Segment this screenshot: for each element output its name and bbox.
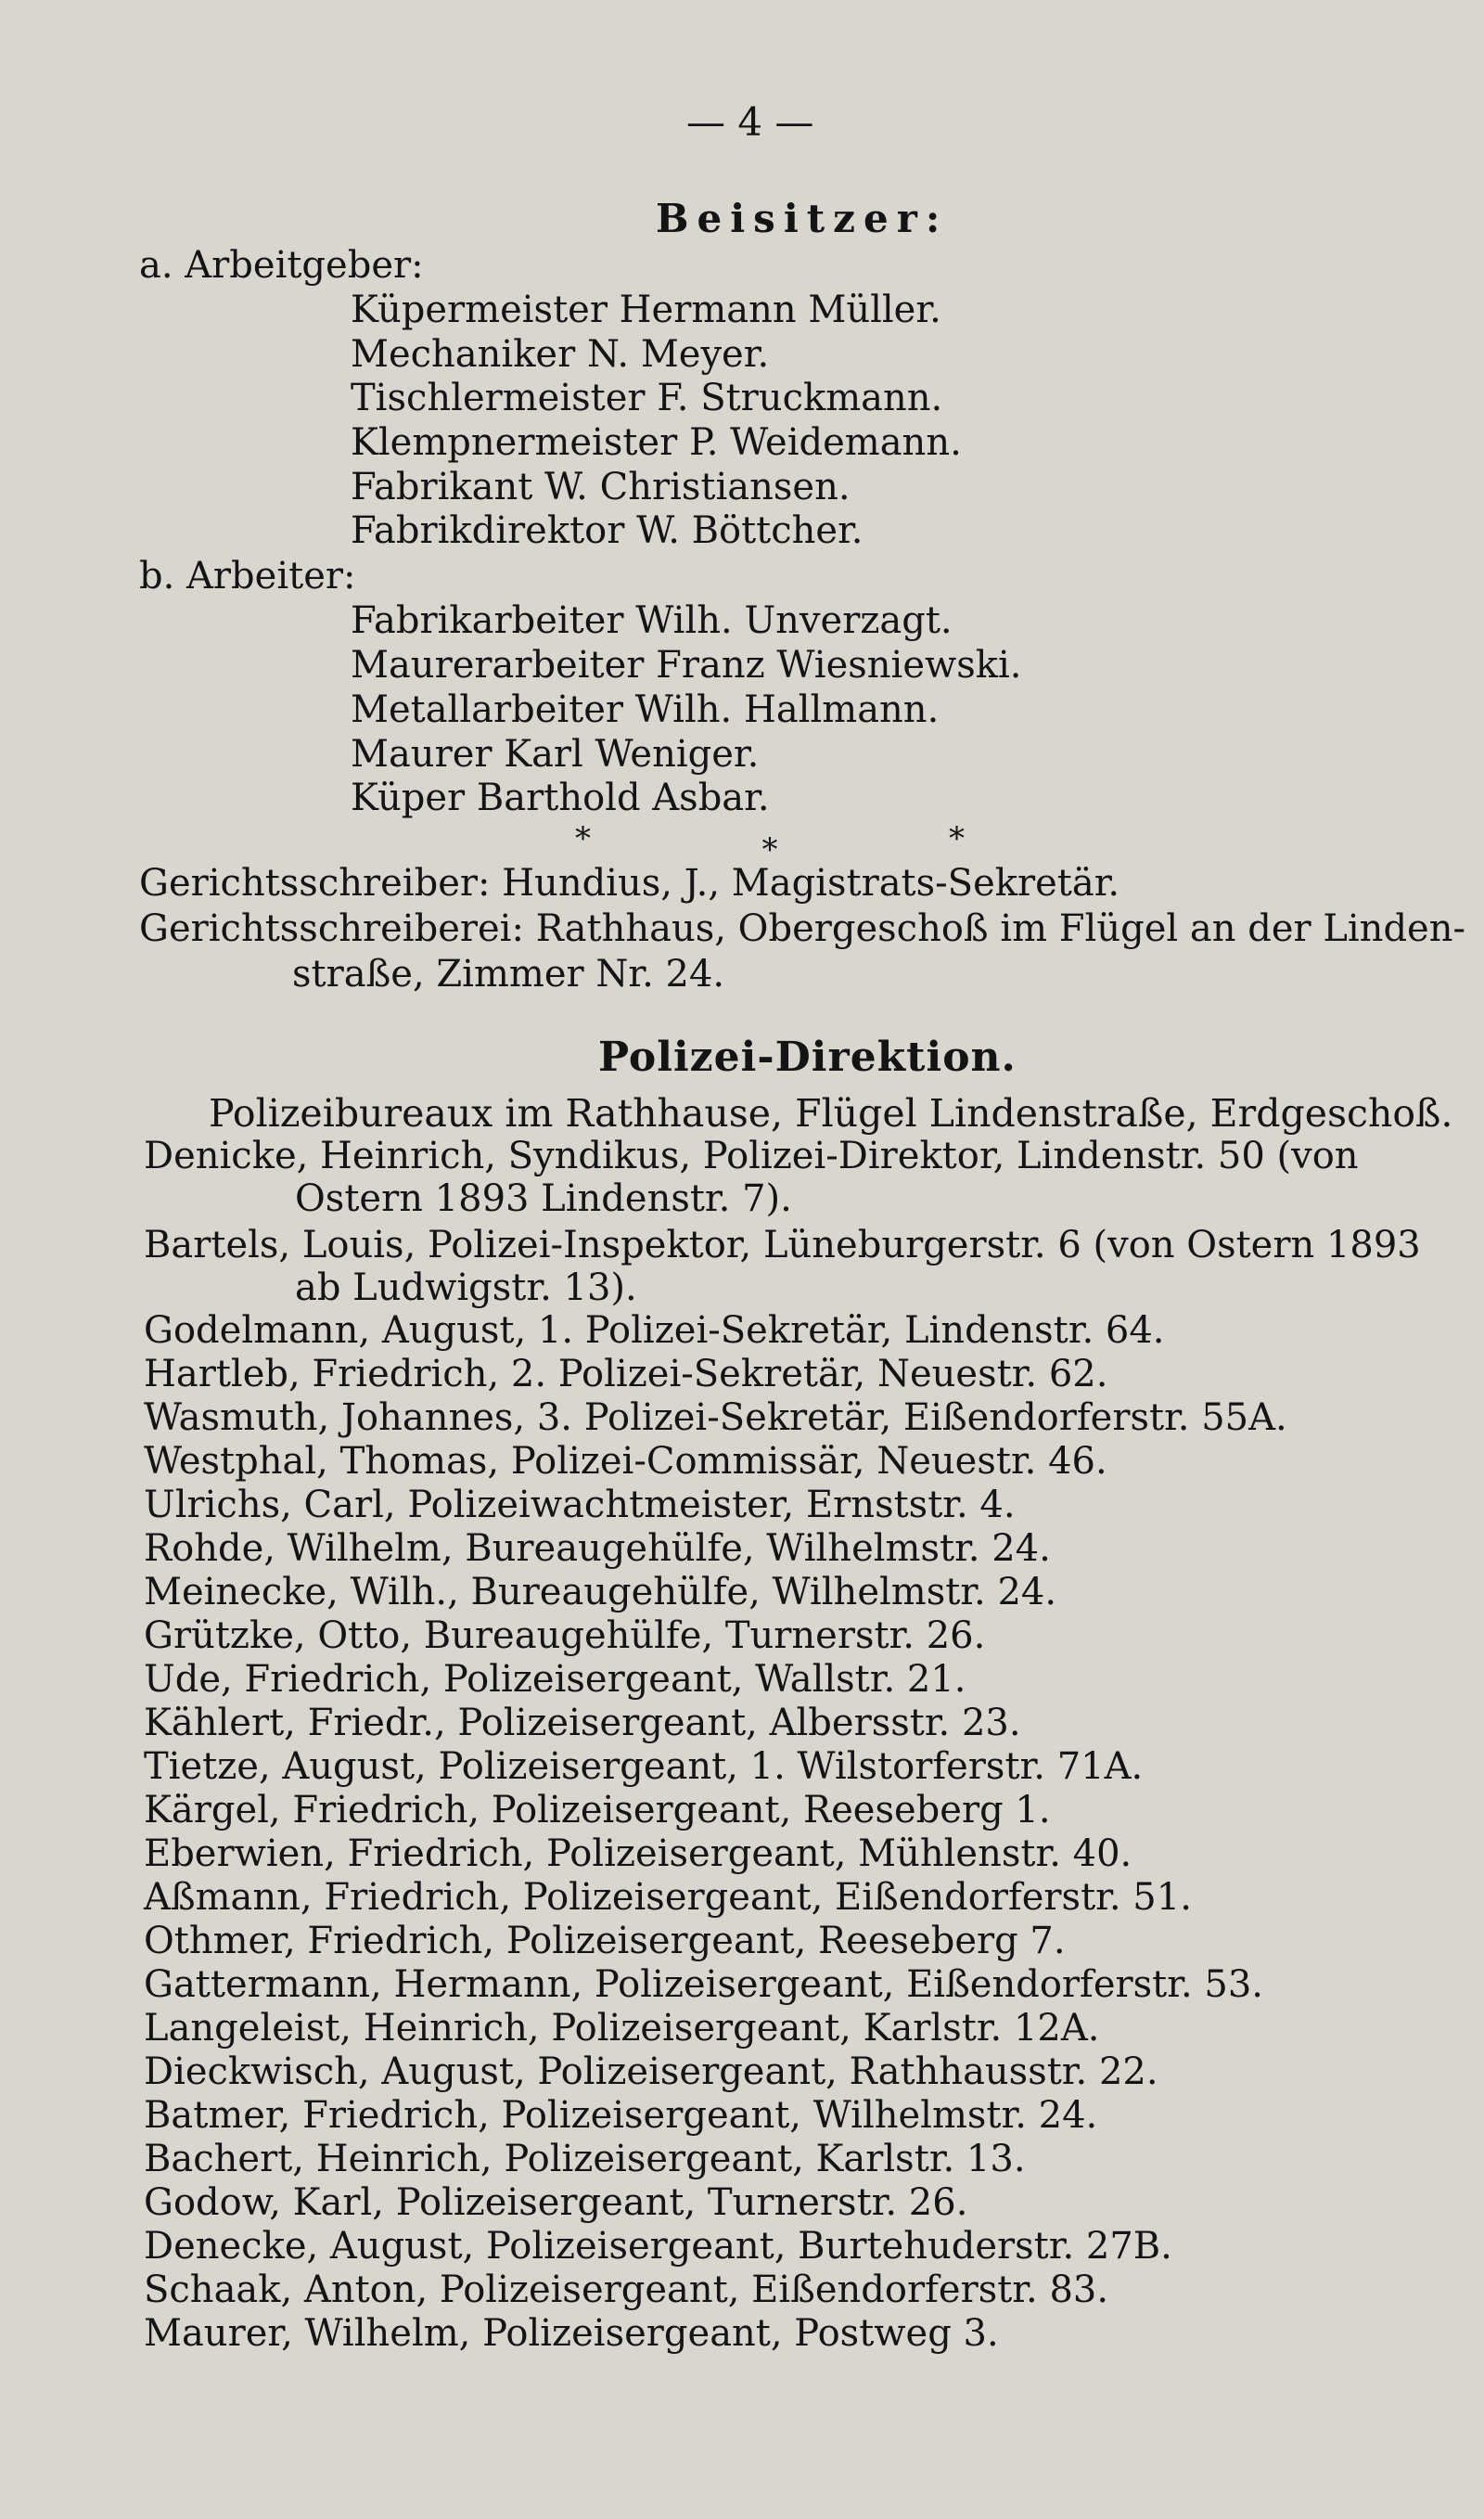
police-bureau: Polizeibureaux im Rathhause, Flügel Lindenstraße, Erdgeschoß.: [209, 1091, 1453, 1136]
section-separator: [575, 816, 965, 868]
police-entry: Bartels, Louis, Polizei-Inspektor, Lüneburgerstr. 6 (von Ostern 1893: [144, 1224, 1421, 1266]
police-entry: Kärgel, Friedrich, Polizeisergeant, Reeseberg 1.: [144, 1789, 1051, 1831]
workers-label: b. Arbeiter:: [139, 555, 356, 598]
police-entry: Kählert, Friedr., Polizeisergeant, Albersstr. 23.: [144, 1702, 1021, 1744]
police-entry: Batmer, Friedrich, Polizeisergeant, Wilhelmstr. 24.: [144, 2094, 1098, 2137]
police-entry: Maurer, Wilhelm, Polizeisergeant, Postweg 3.: [144, 2312, 999, 2355]
court-clerk: Gerichtsschreiber: Hundius, J., Magistrats-Sekretär.: [139, 862, 1120, 905]
worker-member: Maurer Karl Weniger.: [351, 733, 760, 776]
police-entry: Eberwien, Friedrich, Polizeisergeant, Mühlenstr. 40.: [144, 1832, 1132, 1875]
worker-member: Metallarbeiter Wilh. Hallmann.: [351, 688, 940, 731]
separator-star: *: [761, 831, 778, 868]
police-entry: Godow, Karl, Polizeisergeant, Turnerstr. 26.: [144, 2181, 968, 2224]
police-entry: Ude, Friedrich, Polizeisergeant, Wallstr. 21.: [144, 1658, 966, 1701]
worker-member: Küper Barthold Asbar.: [351, 777, 770, 819]
police-entry: Othmer, Friedrich, Polizeisergeant, Reeseberg 7.: [144, 1920, 1066, 1962]
police-entry: Ulrichs, Carl, Polizeiwachtmeister, Ernststr. 4.: [144, 1484, 1016, 1526]
police-entry: Denicke, Heinrich, Syndikus, Polizei-Direktor, Lindenstr. 50 (von: [144, 1135, 1359, 1177]
police-entry: Wasmuth, Johannes, 3. Polizei-Sekretär, Eißendorferstr. 55A.: [144, 1396, 1287, 1439]
police-entry: Aßmann, Friedrich, Polizeisergeant, Eißendorferstr. 51.: [144, 1876, 1192, 1919]
police-entry-cont: Ostern 1893 Lindenstr. 7).: [295, 1177, 792, 1220]
police-entry: Rohde, Wilhelm, Bureaugehülfe, Wilhelmstr. 24.: [144, 1527, 1051, 1570]
employer-member: Klempnermeister P. Weidemann.: [351, 421, 962, 464]
police-entry: Meinecke, Wilh., Bureaugehülfe, Wilhelmstr. 24.: [144, 1571, 1057, 1613]
police-entry-cont: ab Ludwigstr. 13).: [295, 1266, 637, 1309]
worker-member: Maurerarbeiter Franz Wiesniewski.: [351, 644, 1022, 687]
employer-member: Küpermeister Hermann Müller.: [351, 289, 941, 331]
court-clerk-office: Gerichtsschreiberei: Rathhaus, Obergeschoß im Flügel an der Linden-: [139, 907, 1465, 950]
police-entry: Tietze, August, Polizeisergeant, 1. Wilstorferstr. 71A.: [144, 1745, 1144, 1788]
separator-star: *: [575, 820, 591, 857]
employer-member: Fabrikant W. Christiansen.: [351, 466, 851, 508]
police-entry: Grützke, Otto, Bureaugehülfe, Turnerstr. 26.: [144, 1614, 986, 1657]
employer-member: Fabrikdirektor W. Böttcher.: [351, 509, 864, 552]
police-entry: Bachert, Heinrich, Polizeisergeant, Karlstr. 13.: [144, 2138, 1026, 2180]
police-entry: Langeleist, Heinrich, Polizeisergeant, Karlstr. 12A.: [144, 2007, 1100, 2050]
police-heading: Polizei-Direktion.: [598, 1034, 1017, 1081]
separator-star: *: [949, 820, 965, 857]
worker-member: Fabrikarbeiter Wilh. Unverzagt.: [351, 599, 953, 642]
police-entry: Dieckwisch, August, Polizeisergeant, Rathhausstr. 22.: [144, 2050, 1158, 2093]
police-entry: Godelmann, August, 1. Polizei-Sekretär, Lindenstr. 64.: [144, 1309, 1165, 1352]
police-entry: Gattermann, Hermann, Polizeisergeant, Eißendorferstr. 53.: [144, 1963, 1264, 2006]
police-entry: Denecke, August, Polizeisergeant, Burtehuderstr. 27B.: [144, 2225, 1172, 2268]
page-number: — 4 —: [686, 99, 814, 145]
employer-member: Tischlermeister F. Struckmann.: [351, 377, 943, 419]
employer-member: Mechaniker N. Meyer.: [351, 333, 770, 376]
police-entry: Westphal, Thomas, Polizei-Commissär, Neuestr. 46.: [144, 1440, 1107, 1483]
employers-label: a. Arbeitgeber:: [139, 244, 424, 287]
police-entry: Hartleb, Friedrich, 2. Polizei-Sekretär, Neuestr. 62.: [144, 1353, 1108, 1395]
police-entry: Schaak, Anton, Polizeisergeant, Eißendorferstr. 83.: [144, 2268, 1109, 2311]
court-clerk-office-cont: straße, Zimmer Nr. 24.: [292, 953, 725, 996]
section-title: Beisitzer:: [656, 196, 949, 241]
